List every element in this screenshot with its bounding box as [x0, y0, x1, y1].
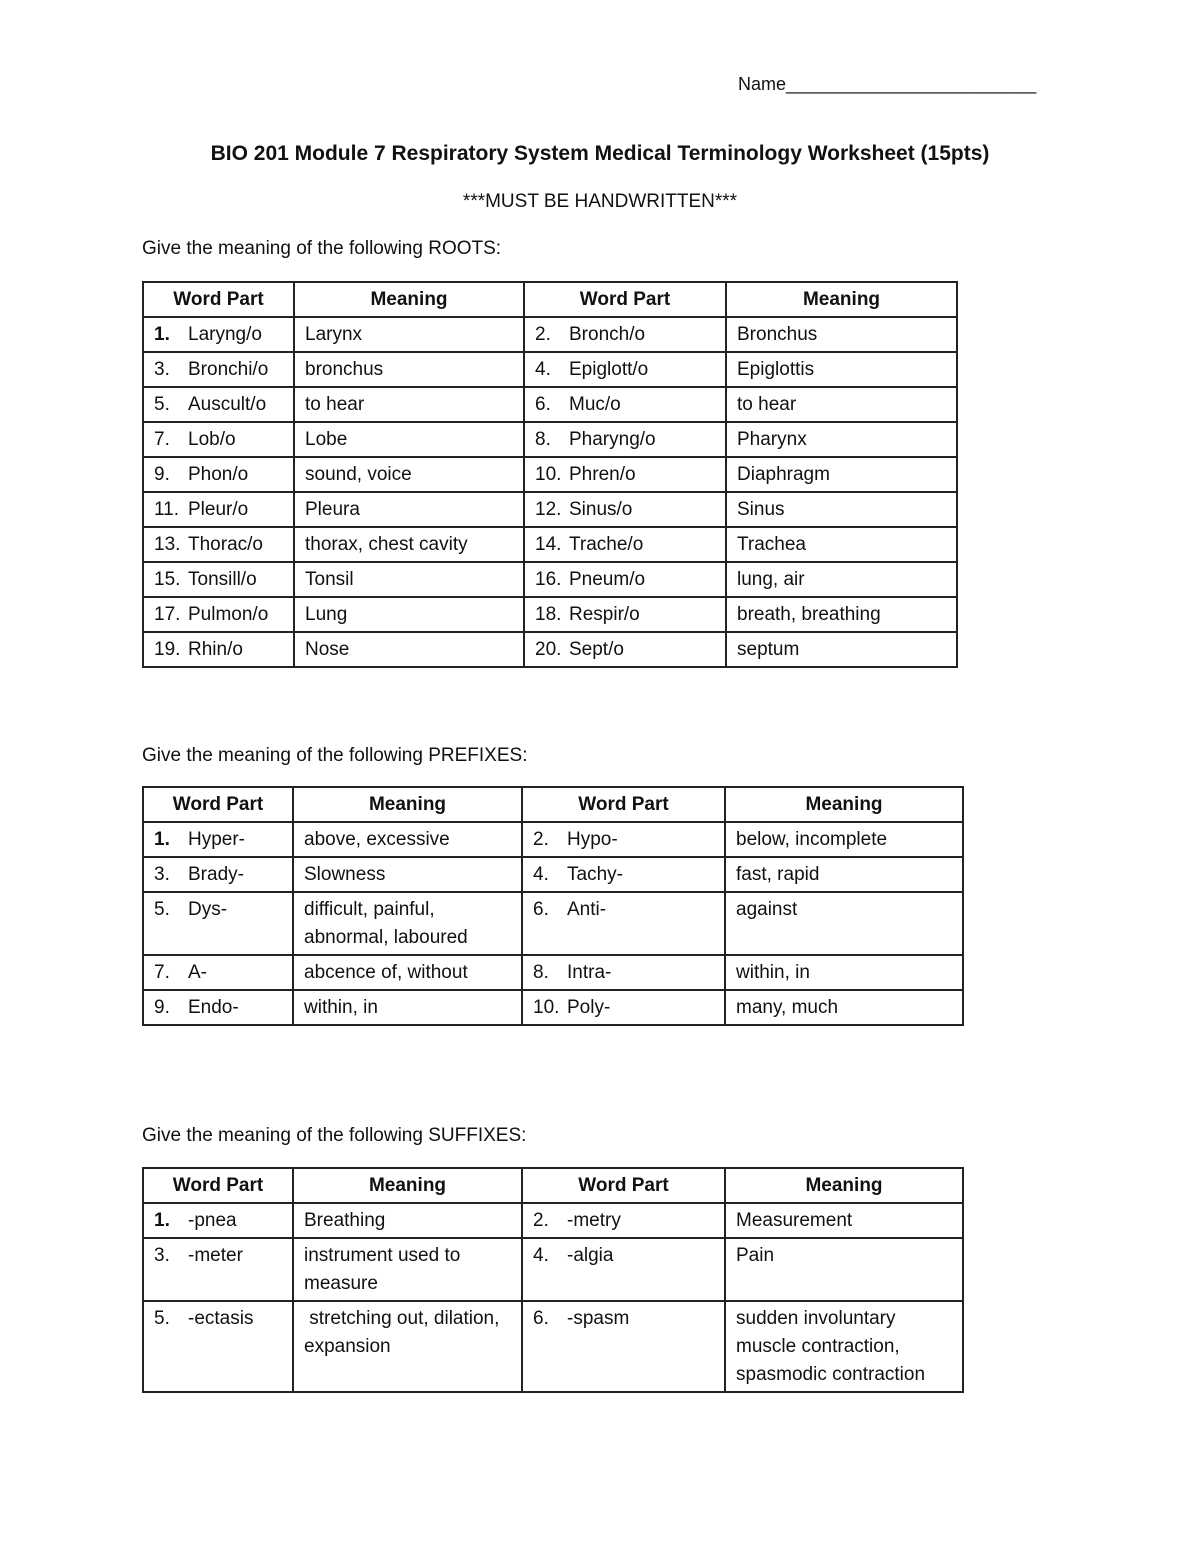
word-part-cell [143, 527, 294, 562]
meaning-cell [294, 562, 524, 597]
meaning-cell [293, 892, 522, 955]
meaning-cell [294, 352, 524, 387]
table-row [143, 597, 957, 632]
meaning-text: Trachea [737, 534, 806, 555]
meaning-cell [726, 317, 957, 352]
roots-section-label: Give the meaning of the following ROOTS: [142, 238, 502, 259]
col-header-meaning: Meaning [293, 1168, 522, 1203]
word-part-text: Bronch/o [569, 324, 646, 345]
col-header-word-part: Word Part [522, 787, 725, 822]
word-part-cell [524, 317, 726, 352]
word-part-text: -algia [567, 1245, 614, 1266]
meaning-text: breath, breathing [737, 604, 881, 625]
item-number: 5. [154, 1308, 170, 1329]
meaning-text: sudden involuntary muscle contraction, spasmodic contraction [736, 1308, 926, 1385]
word-part-cell [524, 492, 726, 527]
word-part-text: Hyper- [188, 829, 246, 850]
word-part-cell [524, 562, 726, 597]
meaning-text: against [736, 899, 798, 920]
word-part-cell [524, 422, 726, 457]
word-part-text: Bronchi/o [188, 359, 269, 380]
table-row [143, 857, 963, 892]
word-part-cell [143, 597, 294, 632]
meaning-text: Tonsil [305, 569, 354, 590]
meaning-cell [294, 317, 524, 352]
meaning-cell [293, 1203, 522, 1238]
item-number: 12. [535, 499, 562, 520]
word-part-cell [522, 1203, 725, 1238]
item-number: 2. [533, 1210, 549, 1231]
item-number: 4. [535, 359, 551, 380]
col-header-word-part: Word Part [143, 282, 294, 317]
meaning-cell [725, 857, 963, 892]
word-part-text: Epiglott/o [569, 359, 649, 380]
word-part-cell [524, 352, 726, 387]
handwritten-notice: ***MUST BE HANDWRITTEN*** [462, 191, 738, 212]
table-row [143, 822, 963, 857]
word-part-text: Tachy- [567, 864, 623, 885]
word-part-cell [522, 955, 725, 990]
meaning-cell [725, 892, 963, 955]
word-part-cell [143, 492, 294, 527]
col-header-word-part: Word Part [143, 1168, 293, 1203]
word-part-text: Dys- [188, 899, 228, 920]
word-part-text: Laryng/o [188, 324, 262, 345]
word-part-cell [522, 857, 725, 892]
table-row [143, 1301, 963, 1392]
word-part-cell [143, 955, 293, 990]
meaning-cell [293, 1238, 522, 1301]
meaning-cell [294, 457, 524, 492]
word-part-text: Brady- [188, 864, 244, 885]
word-part-cell [143, 1301, 293, 1392]
word-part-cell [522, 1301, 725, 1392]
word-part-cell [143, 457, 294, 492]
word-part-text: Tonsill/o [188, 569, 257, 590]
word-part-text: Respir/o [569, 604, 640, 625]
word-part-text: Sept/o [569, 639, 624, 660]
meaning-cell [726, 352, 957, 387]
meaning-text: Epiglottis [737, 359, 815, 380]
word-part-text: Phon/o [188, 464, 249, 485]
meaning-text: difficult, painful, abnormal, laboured [304, 899, 468, 948]
roots-table [142, 281, 958, 668]
table-row [143, 527, 957, 562]
item-number: 3. [154, 359, 170, 380]
word-part-text: Sinus/o [569, 499, 633, 520]
table-row [143, 892, 963, 955]
word-part-cell [524, 632, 726, 667]
word-part-cell [143, 1238, 293, 1301]
word-part-cell [143, 822, 293, 857]
meaning-text: within, in [736, 962, 810, 983]
item-number: 5. [154, 394, 170, 415]
meaning-cell [726, 597, 957, 632]
meaning-cell [726, 387, 957, 422]
meaning-text: Pain [736, 1245, 775, 1266]
meaning-text: below, incomplete [736, 829, 888, 850]
table-row [143, 317, 957, 352]
item-number: 2. [533, 829, 549, 850]
table-row [143, 1203, 963, 1238]
word-part-text: -spasm [567, 1308, 630, 1329]
word-part-cell [522, 990, 725, 1025]
word-part-cell [522, 1238, 725, 1301]
col-header-meaning: Meaning [726, 282, 957, 317]
meaning-text: Larynx [305, 324, 363, 345]
prefixes-header-row [143, 787, 963, 822]
word-part-cell [522, 822, 725, 857]
meaning-text: to hear [305, 394, 365, 415]
meaning-cell [294, 632, 524, 667]
item-number: 18. [535, 604, 562, 625]
item-number: 6. [535, 394, 551, 415]
col-header-word-part: Word Part [522, 1168, 725, 1203]
item-number: 5. [154, 899, 170, 920]
meaning-cell [725, 955, 963, 990]
table-row [143, 990, 963, 1025]
item-number: 6. [533, 1308, 549, 1329]
meaning-text: to hear [737, 394, 797, 415]
word-part-cell [143, 562, 294, 597]
word-part-cell [143, 422, 294, 457]
meaning-text: Slowness [304, 864, 386, 885]
item-number: 3. [154, 1245, 170, 1266]
meaning-cell [725, 1301, 963, 1392]
meaning-text: Lung [305, 604, 348, 625]
item-number: 9. [154, 464, 170, 485]
col-header-meaning: Meaning [725, 1168, 963, 1203]
table-row [143, 387, 957, 422]
table-row [143, 632, 957, 667]
item-number: 10. [533, 997, 560, 1018]
item-number: 9. [154, 997, 170, 1018]
meaning-text: Measurement [736, 1210, 853, 1231]
meaning-cell [726, 457, 957, 492]
item-number: 14. [535, 534, 562, 555]
col-header-word-part: Word Part [524, 282, 726, 317]
item-number: 7. [154, 429, 170, 450]
table-row [143, 492, 957, 527]
col-header-meaning: Meaning [293, 787, 522, 822]
meaning-text: many, much [736, 997, 839, 1018]
meaning-text: lung, air [737, 569, 805, 590]
word-part-text: Hypo- [567, 829, 618, 850]
word-part-text: Rhin/o [188, 639, 243, 660]
item-number: 6. [533, 899, 549, 920]
item-number: 1. [154, 829, 170, 850]
word-part-text: Poly- [567, 997, 611, 1018]
meaning-cell [293, 1301, 522, 1392]
word-part-text: A- [188, 962, 207, 983]
table-row [143, 955, 963, 990]
table-row [143, 352, 957, 387]
meaning-text: bronchus [305, 359, 384, 380]
meaning-cell [293, 955, 522, 990]
meaning-text: abcence of, without [304, 962, 468, 983]
word-part-text: -meter [188, 1245, 243, 1266]
item-number: 2. [535, 324, 551, 345]
word-part-text: Pulmon/o [188, 604, 269, 625]
meaning-text: Diaphragm [737, 464, 830, 485]
word-part-text: Lob/o [188, 429, 236, 450]
meaning-text: Pharynx [737, 429, 807, 450]
col-header-meaning: Meaning [725, 787, 963, 822]
col-header-meaning: Meaning [294, 282, 524, 317]
meaning-text: Breathing [304, 1210, 386, 1231]
item-number: 10. [535, 464, 562, 485]
meaning-cell [726, 492, 957, 527]
meaning-cell [725, 822, 963, 857]
word-part-text: -ectasis [188, 1308, 254, 1329]
table-row [143, 1238, 963, 1301]
meaning-cell [294, 387, 524, 422]
meaning-text: within, in [304, 997, 378, 1018]
item-number: 4. [533, 1245, 549, 1266]
meaning-cell [293, 822, 522, 857]
item-number: 1. [154, 324, 170, 345]
item-number: 20. [535, 639, 562, 660]
name-line: Name_________________________ [738, 74, 1037, 94]
word-part-cell [143, 990, 293, 1025]
meaning-cell [294, 527, 524, 562]
suffixes-section-label: Give the meaning of the following SUFFIXES: [142, 1125, 527, 1146]
word-part-text: Auscult/o [188, 394, 267, 415]
word-part-cell [143, 317, 294, 352]
worksheet-title: BIO 201 Module 7 Respiratory System Medical Terminology Worksheet (15pts) [210, 142, 990, 165]
item-number: 4. [533, 864, 549, 885]
word-part-text: Phren/o [569, 464, 636, 485]
word-part-text: Pneum/o [569, 569, 646, 590]
word-part-cell [524, 387, 726, 422]
word-part-text: Intra- [567, 962, 612, 983]
word-part-text: Endo- [188, 997, 239, 1018]
word-part-text: Thorac/o [188, 534, 263, 555]
meaning-text: instrument used to measure [304, 1245, 466, 1294]
meaning-cell [293, 857, 522, 892]
meaning-cell [726, 422, 957, 457]
meaning-text: above, excessive [304, 829, 450, 850]
meaning-text: septum [737, 639, 800, 660]
word-part-cell [143, 632, 294, 667]
word-part-text: Pleur/o [188, 499, 249, 520]
meaning-cell [293, 990, 522, 1025]
item-number: 13. [154, 534, 181, 555]
word-part-text: -pnea [188, 1210, 237, 1231]
word-part-cell [522, 892, 725, 955]
meaning-text: Sinus [737, 499, 785, 520]
word-part-text: Trache/o [569, 534, 644, 555]
word-part-cell [143, 352, 294, 387]
item-number: 3. [154, 864, 170, 885]
item-number: 8. [535, 429, 551, 450]
meaning-cell [725, 1238, 963, 1301]
table-row [143, 457, 957, 492]
col-header-word-part: Word Part [143, 787, 293, 822]
prefixes-section-label: Give the meaning of the following PREFIXES: [142, 745, 528, 766]
word-part-cell [143, 857, 293, 892]
word-part-text: -metry [567, 1210, 621, 1231]
item-number: 7. [154, 962, 170, 983]
word-part-cell [524, 457, 726, 492]
meaning-text: fast, rapid [736, 864, 820, 885]
item-number: 11. [154, 499, 180, 520]
meaning-text: thorax, chest cavity [305, 534, 468, 555]
item-number: 15. [154, 569, 181, 590]
meaning-cell [726, 527, 957, 562]
meaning-text: Pleura [305, 499, 360, 520]
meaning-cell [726, 632, 957, 667]
meaning-text: sound, voice [305, 464, 412, 485]
meaning-cell [294, 597, 524, 632]
meaning-text: Bronchus [737, 324, 818, 345]
item-number: 8. [533, 962, 549, 983]
meaning-cell [725, 1203, 963, 1238]
item-number: 19. [154, 639, 181, 660]
word-part-text: Pharyng/o [569, 429, 656, 450]
meaning-text: Lobe [305, 429, 348, 450]
table-row [143, 422, 957, 457]
roots-header-row [143, 282, 957, 317]
meaning-cell [725, 990, 963, 1025]
suffixes-header-row [143, 1168, 963, 1203]
word-part-cell [143, 892, 293, 955]
word-part-cell [524, 597, 726, 632]
word-part-cell [524, 527, 726, 562]
meaning-text: Nose [305, 639, 350, 660]
word-part-text: Anti- [567, 899, 607, 920]
table-row [143, 562, 957, 597]
word-part-cell [143, 1203, 293, 1238]
item-number: 1. [154, 1210, 170, 1231]
item-number: 16. [535, 569, 562, 590]
prefixes-table [142, 786, 964, 1026]
word-part-cell [143, 387, 294, 422]
meaning-cell [294, 492, 524, 527]
meaning-cell [294, 422, 524, 457]
meaning-text: stretching out, dilation, expansion [304, 1308, 505, 1357]
item-number: 17. [154, 604, 181, 625]
meaning-cell [726, 562, 957, 597]
suffixes-table [142, 1167, 964, 1393]
word-part-text: Muc/o [569, 394, 621, 415]
